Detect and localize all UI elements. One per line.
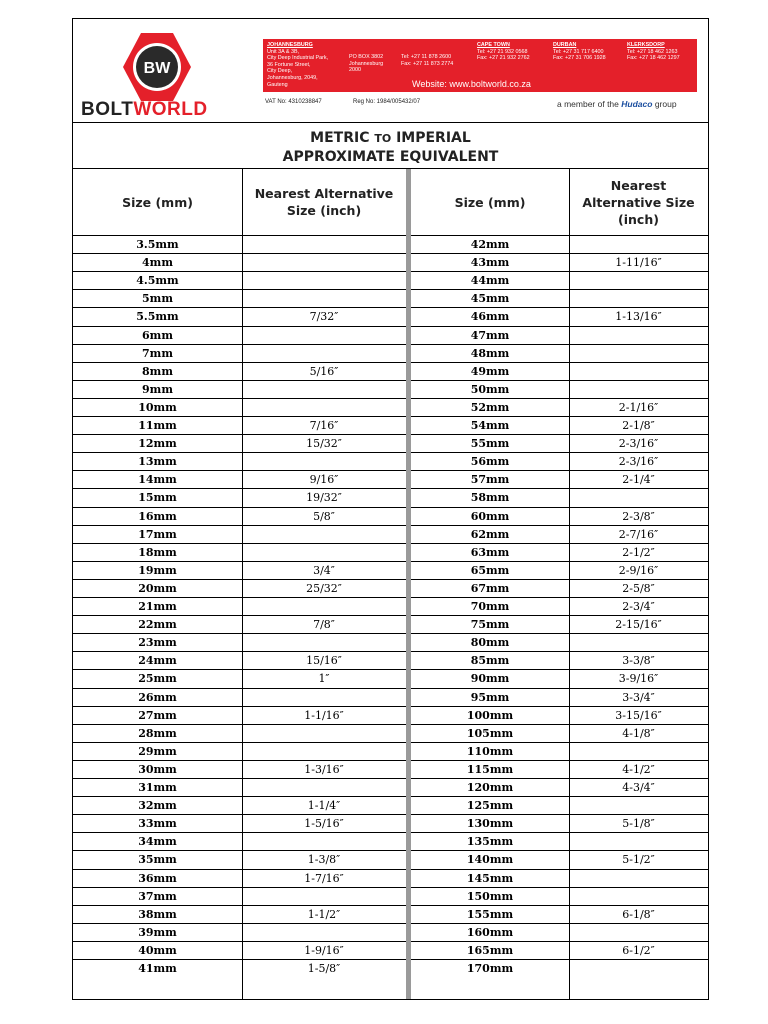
inch-cell — [569, 489, 708, 506]
size-mm-cell: 42mm — [470, 238, 510, 251]
size-mm-cell: 17mm — [138, 527, 177, 541]
size-mm-cell: 135mm — [466, 835, 514, 849]
col-header-alt-inch: Nearest Alternative Size (inch) — [254, 186, 394, 218]
hudaco-logo: Hudaco — [621, 99, 653, 109]
table-row — [73, 452, 708, 470]
contact-postal — [349, 54, 383, 74]
logo-wordmark — [81, 99, 208, 121]
col-header-size-mm: Size (mm) — [122, 194, 193, 210]
inch-cell: 6-1/8″ — [622, 907, 655, 921]
table-row — [73, 651, 708, 669]
hex-nut-icon — [121, 31, 193, 103]
table-row — [73, 869, 708, 887]
durban-line: Fax: +27 31 706 1928 — [553, 55, 606, 62]
jhb-line: Gauteng — [267, 81, 288, 88]
size-mm-cell: 55mm — [470, 437, 510, 451]
inch-cell — [569, 743, 708, 760]
table-row — [73, 579, 708, 597]
size-mm-cell: 24mm — [138, 654, 177, 668]
table-row — [73, 271, 708, 289]
jhb-heading: JOHANNESBURG — [267, 42, 313, 48]
column-rule — [242, 169, 243, 999]
jhb-line: Johannesburg, 2049, — [267, 74, 318, 81]
logo-initials: BW — [143, 60, 171, 77]
size-mm-cell: 25mm — [138, 672, 177, 686]
table-row — [73, 923, 708, 941]
inch-cell: 2-1/16″ — [618, 400, 659, 414]
table-row — [73, 887, 708, 905]
size-mm-cell: 8mm — [142, 364, 173, 378]
size-mm-cell: 65mm — [470, 563, 510, 577]
col-header-size-mm-right: Size (mm) — [454, 194, 526, 210]
size-mm-cell: 47mm — [470, 328, 510, 342]
website-link[interactable]: Website: www.boltworld.co.za — [412, 79, 531, 89]
inch-cell: 1-13/16″ — [615, 310, 662, 324]
size-mm-cell: 14mm — [138, 473, 177, 487]
inch-cell — [242, 598, 406, 615]
contact-durban — [553, 42, 606, 62]
inch-cell — [242, 725, 406, 742]
inch-cell — [569, 381, 708, 398]
inch-cell: 2-15/16″ — [615, 618, 662, 632]
letterhead — [73, 19, 708, 123]
size-mm-cell: 125mm — [466, 799, 514, 813]
size-mm-cell: 12mm — [138, 437, 177, 451]
size-mm-cell: 34mm — [138, 835, 177, 849]
size-mm-cell: 45mm — [470, 292, 510, 306]
table-row — [73, 235, 708, 253]
inch-cell — [242, 290, 406, 307]
size-mm-cell: 75mm — [470, 618, 510, 632]
inch-cell — [569, 870, 708, 887]
size-mm-cell: 155mm — [466, 907, 514, 921]
size-mm-cell: 160mm — [466, 925, 514, 939]
table-row — [73, 398, 708, 416]
size-mm-cell: 11mm — [138, 419, 177, 432]
size-mm-cell: 6mm — [142, 328, 173, 342]
inch-cell: 2-3/16″ — [618, 437, 659, 451]
table-row — [73, 760, 708, 778]
table-row — [73, 742, 708, 760]
inch-cell: 2-1/2″ — [622, 545, 655, 559]
inch-cell: 7/32″ — [309, 310, 339, 324]
inch-cell — [569, 272, 708, 289]
inch-cell: 1-1/16″ — [304, 708, 344, 722]
size-mm-cell: 110mm — [466, 744, 514, 758]
size-mm-cell: 33mm — [138, 817, 177, 831]
size-mm-cell: 165mm — [466, 943, 514, 957]
member-prefix: a member of the — [557, 99, 619, 109]
table-row — [73, 706, 708, 724]
title-subtitle: APPROXIMATE EQUIVALENT — [282, 149, 499, 165]
inch-cell: 5-1/8″ — [622, 817, 655, 831]
logo-word-world: WORLD — [133, 99, 208, 120]
table-row — [73, 778, 708, 796]
table-row — [73, 525, 708, 543]
boltworld-logo — [81, 27, 231, 122]
size-mm-cell: 90mm — [470, 672, 510, 686]
contact-bar — [263, 39, 697, 92]
contact-johannesburg — [267, 42, 328, 88]
inch-cell: 2-9/16″ — [618, 563, 659, 577]
inch-cell — [242, 272, 406, 289]
table-row — [73, 832, 708, 850]
size-mm-cell: 170mm — [466, 962, 514, 975]
inch-cell: 1-9/16″ — [304, 943, 344, 957]
size-mm-cell: 26mm — [138, 690, 177, 704]
table-row — [73, 597, 708, 615]
inch-cell — [569, 960, 708, 977]
size-mm-cell: 38mm — [138, 907, 177, 921]
contact-cape-town — [477, 42, 530, 62]
size-mm-cell: 35mm — [138, 853, 177, 867]
size-mm-cell: 44mm — [470, 274, 510, 288]
jhb-phone-line: Fax: +27 11 873 2774 — [401, 60, 454, 67]
column-rule — [569, 169, 570, 999]
inch-cell — [242, 345, 406, 362]
klerksdorp-heading: KLERKSDORP — [627, 42, 665, 48]
inch-cell — [242, 888, 406, 905]
inch-cell: 7/8″ — [313, 618, 335, 632]
inch-cell: 9/16″ — [309, 473, 339, 487]
inch-cell: 1-5/8″ — [307, 962, 341, 975]
size-mm-cell: 105mm — [466, 726, 514, 740]
jhb-line: 36 Fortune Street, — [267, 61, 311, 68]
size-mm-cell: 9mm — [142, 382, 173, 396]
size-mm-cell: 41mm — [138, 962, 177, 975]
inch-cell: 25/32″ — [306, 581, 342, 595]
table-row — [73, 434, 708, 452]
inch-cell: 4-3/4″ — [622, 781, 655, 794]
size-mm-cell: 95mm — [470, 690, 510, 704]
size-mm-cell: 3.5mm — [136, 238, 179, 251]
size-mm-cell: 4mm — [142, 256, 173, 270]
size-mm-cell: 150mm — [466, 889, 514, 903]
size-mm-cell: 49mm — [470, 364, 510, 378]
inch-cell: 6-1/2″ — [622, 943, 655, 957]
inch-cell — [569, 236, 708, 253]
inch-cell: 5/16″ — [309, 364, 339, 378]
table-row — [73, 362, 708, 380]
table-row — [73, 905, 708, 923]
size-mm-cell: 60mm — [470, 509, 510, 523]
inch-cell: 1″ — [318, 672, 330, 686]
table-row — [73, 507, 708, 525]
member-suffix: group — [654, 99, 677, 109]
size-mm-cell: 18mm — [138, 545, 177, 559]
inch-cell — [569, 797, 708, 814]
inch-cell — [242, 453, 406, 470]
table-row — [73, 941, 708, 959]
klerksdorp-line: Tel: +27 18 462 1263 — [627, 48, 678, 55]
inch-cell: 3-3/4″ — [622, 690, 655, 704]
inch-cell: 1-3/16″ — [304, 762, 344, 776]
size-mm-cell: 36mm — [138, 871, 177, 885]
size-mm-cell: 62mm — [470, 527, 510, 541]
jhb-line: City Deep Industrial Park, — [267, 55, 329, 62]
table-row — [73, 470, 708, 488]
inch-cell — [569, 924, 708, 941]
size-mm-cell: 19mm — [138, 563, 177, 577]
inch-cell: 2-1/8″ — [622, 419, 655, 432]
table-row — [73, 796, 708, 814]
inch-cell: 1-1/4″ — [307, 799, 341, 813]
contact-klerksdorp — [627, 42, 680, 62]
size-mm-cell: 39mm — [138, 925, 177, 939]
inch-cell — [242, 254, 406, 271]
inch-cell: 2-3/16″ — [618, 455, 659, 469]
table-row — [73, 307, 708, 325]
table-row — [73, 344, 708, 362]
size-mm-cell: 140mm — [466, 853, 514, 867]
table-row — [73, 615, 708, 633]
size-mm-cell: 30mm — [138, 762, 177, 776]
title-metric: METRIC — [310, 130, 370, 146]
size-mm-cell: 67mm — [470, 581, 510, 595]
col-header-alt-inch-right: Nearest Alternative Size (inch) — [582, 177, 695, 227]
inch-cell: 4-1/8″ — [622, 726, 655, 740]
inch-cell — [569, 833, 708, 850]
postal-line: PO BOX 3802 — [349, 54, 384, 60]
size-mm-cell: 15mm — [138, 491, 177, 505]
inch-cell: 2-5/8″ — [622, 581, 655, 595]
inch-cell: 7/16″ — [309, 419, 339, 432]
inch-cell — [569, 290, 708, 307]
inch-cell — [569, 888, 708, 905]
inch-cell: 5-1/2″ — [622, 853, 655, 867]
logo-word-bolt: BOLT — [81, 99, 134, 120]
postal-line: Johannesburg — [349, 60, 384, 67]
inch-cell: 1-5/16″ — [304, 817, 344, 831]
inch-cell — [242, 526, 406, 543]
inch-cell: 15/16″ — [306, 654, 342, 668]
inch-cell — [242, 833, 406, 850]
size-mm-cell: 100mm — [466, 708, 514, 722]
size-mm-cell: 46mm — [470, 310, 510, 324]
table-row — [73, 543, 708, 561]
size-mm-cell: 5mm — [142, 292, 173, 306]
inch-cell: 3/4″ — [313, 563, 335, 577]
table-row — [73, 326, 708, 344]
inch-cell — [242, 544, 406, 561]
page-title — [73, 123, 708, 169]
jhb-line: Unit 3A & 3B, — [267, 48, 300, 55]
size-mm-cell: 54mm — [470, 419, 510, 432]
inch-cell: 1-1/2″ — [307, 907, 341, 921]
size-mm-cell: 56mm — [470, 455, 510, 469]
inch-cell: 15/32″ — [306, 437, 342, 451]
size-mm-cell: 10mm — [138, 400, 177, 414]
inch-cell: 3-15/16″ — [615, 708, 662, 722]
inch-cell: 2-7/16″ — [618, 527, 659, 541]
klerksdorp-line: Fax: +27 18 462 1297 — [627, 55, 680, 62]
inch-cell — [569, 327, 708, 344]
inch-cell — [569, 345, 708, 362]
jhb-line: City Deep, — [267, 68, 293, 75]
durban-heading: DURBAN — [553, 42, 577, 48]
title-to: TO — [374, 132, 392, 145]
table-row — [73, 488, 708, 506]
size-mm-cell: 145mm — [466, 871, 514, 885]
size-mm-cell: 48mm — [470, 346, 510, 360]
inch-cell: 3-3/8″ — [622, 654, 655, 668]
size-mm-cell: 16mm — [138, 509, 177, 523]
inch-cell: 1-3/8″ — [307, 853, 341, 867]
size-mm-cell: 5.5mm — [136, 310, 179, 324]
postal-line: 2000 — [349, 67, 361, 74]
table-row — [73, 633, 708, 651]
table-row — [73, 724, 708, 742]
inch-cell: 4-1/2″ — [622, 762, 655, 776]
cape-town-line: Tel: +27 21 932 0568 — [477, 48, 528, 55]
table-row — [73, 253, 708, 271]
table-divider — [406, 169, 411, 999]
vat-number: VAT No: 4310238847 — [265, 99, 322, 105]
inch-cell: 3-9/16″ — [618, 672, 659, 686]
size-mm-cell: 80mm — [470, 636, 510, 650]
inch-cell: 1-7/16″ — [304, 871, 344, 885]
inch-cell — [242, 689, 406, 706]
inch-cell — [569, 363, 708, 380]
size-mm-cell: 23mm — [138, 636, 177, 650]
inch-cell — [242, 634, 406, 651]
table-row — [73, 959, 708, 977]
table-row — [73, 850, 708, 868]
inch-cell: 5/8″ — [313, 509, 335, 523]
size-mm-cell: 57mm — [470, 473, 510, 487]
size-mm-cell: 27mm — [138, 708, 177, 722]
table-row — [73, 289, 708, 307]
cape-town-heading: CAPE TOWN — [477, 42, 510, 48]
table-row — [73, 814, 708, 832]
inch-cell — [242, 399, 406, 416]
inch-cell — [242, 779, 406, 796]
inch-cell: 2-3/4″ — [622, 600, 655, 613]
size-mm-cell: 31mm — [138, 781, 177, 794]
size-mm-cell: 28mm — [138, 726, 177, 740]
table-row — [73, 380, 708, 398]
size-mm-cell: 70mm — [470, 600, 510, 613]
size-mm-cell: 7mm — [142, 346, 173, 360]
inch-cell: 1-11/16″ — [615, 256, 662, 270]
table-row — [73, 416, 708, 434]
size-mm-cell: 20mm — [138, 581, 177, 595]
table-row — [73, 688, 708, 706]
reg-number: Reg No: 1984/005432/07 — [353, 99, 421, 105]
inch-cell — [242, 327, 406, 344]
durban-line: Tel: +27 31 717 6400 — [553, 48, 604, 55]
inch-cell — [569, 634, 708, 651]
size-mm-cell: 40mm — [138, 943, 177, 957]
size-mm-cell: 37mm — [138, 889, 177, 903]
size-mm-cell: 4.5mm — [136, 274, 179, 288]
size-mm-cell: 115mm — [466, 762, 514, 776]
size-mm-cell: 50mm — [470, 382, 510, 396]
size-mm-cell: 21mm — [138, 600, 177, 613]
inch-cell — [242, 236, 406, 253]
size-mm-cell: 13mm — [138, 455, 177, 469]
member-line — [557, 99, 677, 109]
inch-cell: 2-3/8″ — [622, 509, 655, 523]
size-mm-cell: 130mm — [466, 817, 514, 831]
table-row — [73, 561, 708, 579]
inch-cell: 19/32″ — [306, 491, 342, 505]
cape-town-line: Fax: +27 21 932 2762 — [477, 55, 530, 62]
size-mm-cell: 52mm — [470, 400, 510, 414]
title-imperial: IMPERIAL — [396, 130, 471, 146]
size-mm-cell: 32mm — [138, 799, 177, 813]
document-frame — [72, 18, 709, 1000]
table-row — [73, 669, 708, 687]
inch-cell — [242, 743, 406, 760]
size-mm-cell: 58mm — [470, 491, 510, 505]
contact-jhb-phone — [401, 54, 453, 67]
size-mm-cell: 120mm — [466, 781, 514, 794]
size-mm-cell: 29mm — [138, 744, 177, 758]
inch-cell: 2-1/4″ — [622, 473, 655, 487]
jhb-phone-line: Tel: +27 11 878 2600 — [401, 54, 452, 60]
inch-cell — [242, 381, 406, 398]
size-mm-cell: 43mm — [470, 256, 510, 270]
inch-cell — [242, 924, 406, 941]
size-mm-cell: 22mm — [138, 618, 177, 632]
size-mm-cell: 63mm — [470, 545, 510, 559]
size-mm-cell: 85mm — [470, 654, 510, 668]
